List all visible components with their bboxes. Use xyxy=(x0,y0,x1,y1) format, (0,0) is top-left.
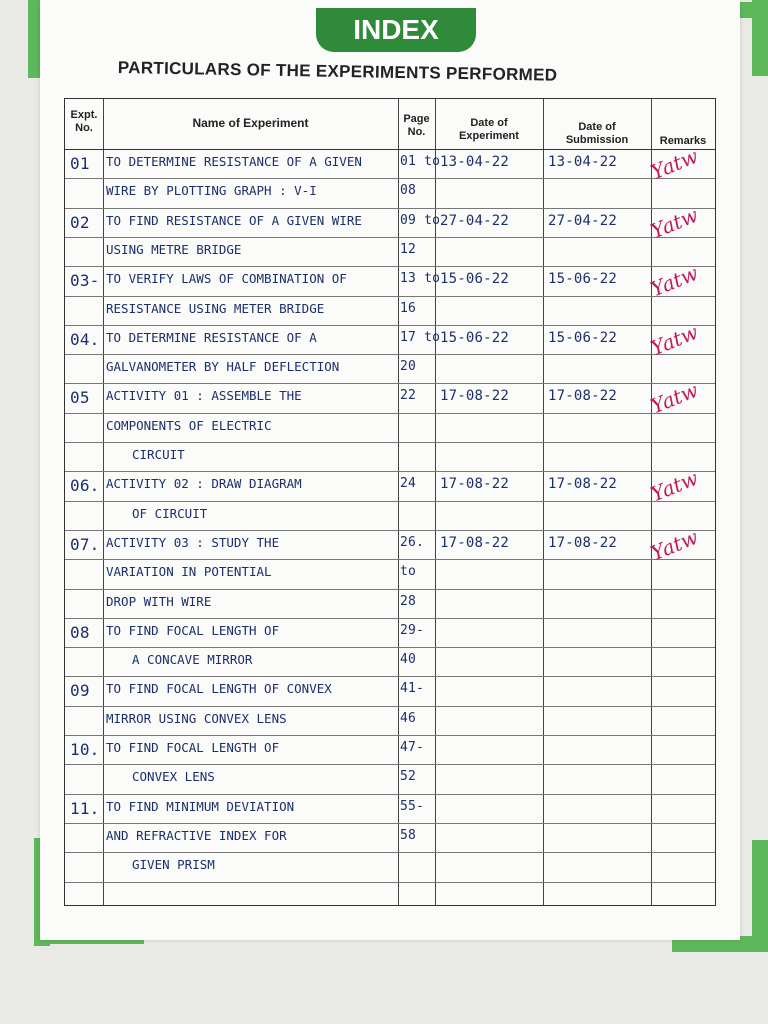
experiment-name-line: CONVEX LENS xyxy=(132,769,215,785)
ruled-line xyxy=(65,823,715,824)
ruled-line xyxy=(65,882,715,883)
ruled-line xyxy=(65,325,715,326)
header-date-submission: Date of Submission xyxy=(565,121,629,146)
teacher-signature: Yatw xyxy=(647,260,702,302)
ruled-line xyxy=(65,442,715,443)
page-number: 09 to xyxy=(400,212,441,228)
experiment-name-line: TO FIND FOCAL LENGTH OF xyxy=(106,740,280,755)
green-corner-bottom-right xyxy=(752,840,768,950)
ruled-line xyxy=(65,559,715,560)
ruled-line xyxy=(65,530,715,531)
page-number: 40 xyxy=(400,652,417,668)
date-of-experiment: 17-08-22 xyxy=(440,388,510,405)
page-number: 29- xyxy=(400,622,425,638)
experiment-name-line: CIRCUIT xyxy=(132,447,185,462)
page-number: 26. xyxy=(400,534,425,550)
header-page-no: Page No. xyxy=(403,113,430,138)
experiment-name-line: A CONCAVE MIRROR xyxy=(132,652,253,668)
page-number: 13 to xyxy=(400,271,441,287)
date-of-experiment: 15-06-22 xyxy=(440,329,510,346)
experiment-name-line: TO DETERMINE RESISTANCE OF A GIVEN xyxy=(106,154,362,169)
experiment-name-line: RESISTANCE USING METER BRIDGE xyxy=(106,300,325,316)
header-name: Name of Experiment xyxy=(192,116,309,130)
ruled-line xyxy=(65,852,715,853)
experiment-number: 11. xyxy=(70,798,100,818)
experiment-number: 07. xyxy=(70,534,100,554)
header-remarks: Remarks xyxy=(659,135,707,147)
teacher-signature: Yatw xyxy=(647,202,702,243)
date-of-experiment: 13-04-22 xyxy=(440,154,510,170)
experiment-name-line: WIRE BY PLOTTING GRAPH : V-I xyxy=(106,183,317,199)
page-number: 41- xyxy=(400,681,425,697)
page-number: 20 xyxy=(400,359,417,375)
ruled-line xyxy=(65,383,715,384)
page-number: 17 to xyxy=(400,329,441,345)
experiment-name-line: TO FIND RESISTANCE OF A GIVEN WIRE xyxy=(106,212,362,228)
ruled-line xyxy=(65,296,715,297)
column-divider xyxy=(103,99,104,905)
experiment-name-line: ACTIVITY 01 : ASSEMBLE THE xyxy=(106,388,302,404)
experiment-number: 06. xyxy=(70,476,100,496)
teacher-signature: Yatw xyxy=(647,319,702,361)
index-badge: INDEX xyxy=(316,8,476,52)
ruled-line xyxy=(65,794,715,795)
teacher-signature: Yatw xyxy=(647,378,702,419)
ruled-line xyxy=(65,237,715,238)
experiment-number: 02 xyxy=(70,212,90,232)
experiment-number: 08 xyxy=(70,622,90,642)
ruled-line xyxy=(65,706,715,707)
column-divider xyxy=(398,99,399,905)
date-of-submission: 17-08-22 xyxy=(548,534,618,551)
experiment-name-line: TO DETERMINE RESISTANCE OF A xyxy=(106,329,317,345)
page-number: 58 xyxy=(400,827,417,843)
experiment-name-line: TO FIND FOCAL LENGTH OF xyxy=(106,622,280,638)
page-heading: PARTICULARS OF THE EXPERIMENTS PERFORMED xyxy=(117,58,558,85)
experiment-name-line: AND REFRACTIVE INDEX FOR xyxy=(106,827,287,843)
experiment-name-line: COMPONENTS OF ELECTRIC xyxy=(106,417,272,433)
ruled-line xyxy=(65,676,715,677)
ruled-line xyxy=(65,178,715,179)
date-of-submission: 15-06-22 xyxy=(548,329,618,346)
ruled-line xyxy=(65,618,715,619)
page-number: 12 xyxy=(400,241,417,257)
experiment-name-line: ACTIVITY 03 : STUDY THE xyxy=(106,534,280,550)
ruled-line xyxy=(65,501,715,502)
page-number: 22 xyxy=(400,388,417,404)
date-of-experiment: 15-06-22 xyxy=(440,271,510,288)
experiment-number: 10. xyxy=(70,740,100,759)
column-divider xyxy=(543,99,544,905)
experiment-name-line: GALVANOMETER BY HALF DEFLECTION xyxy=(106,359,340,375)
page-number: 55- xyxy=(400,798,425,814)
page-number: 52 xyxy=(400,769,417,785)
header-divider xyxy=(65,149,715,150)
experiment-number: 01 xyxy=(70,154,90,173)
date-of-submission: 15-06-22 xyxy=(548,271,618,288)
experiment-name-line: GIVEN PRISM xyxy=(132,857,215,873)
ruled-line xyxy=(65,764,715,765)
ruled-line xyxy=(65,413,715,414)
experiment-name-line: OF CIRCUIT xyxy=(132,505,208,521)
ruled-line xyxy=(65,471,715,472)
date-of-experiment: 17-08-22 xyxy=(440,534,510,551)
ruled-line xyxy=(65,589,715,590)
page-number: 08 xyxy=(400,183,417,199)
date-of-experiment: 27-04-22 xyxy=(440,212,510,229)
page-number: 28 xyxy=(400,593,417,609)
experiment-name-line: TO VERIFY LAWS OF COMBINATION OF xyxy=(106,271,347,287)
ruled-line xyxy=(65,354,715,355)
teacher-signature: Yatw xyxy=(647,143,702,185)
header-expt-no: Expt. No. xyxy=(70,109,98,134)
experiment-name-line: ACTIVITY 02 : DRAW DIAGRAM xyxy=(106,476,302,492)
experiment-name-line: TO FIND MINIMUM DEVIATION xyxy=(106,798,295,814)
ruled-line xyxy=(65,266,715,267)
experiment-number: 03- xyxy=(70,271,100,291)
experiment-number: 09 xyxy=(70,681,90,701)
teacher-signature: Yatw xyxy=(647,524,702,566)
experiment-name-line: VARIATION IN POTENTIAL xyxy=(106,564,272,580)
page-number: 24 xyxy=(400,476,417,492)
ruled-line xyxy=(65,735,715,736)
experiment-name-line: USING METRE BRIDGE xyxy=(106,241,242,257)
ruled-line xyxy=(65,208,715,209)
date-of-submission: 17-08-22 xyxy=(548,388,618,405)
ruled-line xyxy=(65,647,715,648)
header-date-experiment: Date of Experiment xyxy=(459,117,519,142)
page-number: 46 xyxy=(400,710,417,726)
experiment-name-line: DROP WITH WIRE xyxy=(106,593,212,609)
page-number: to xyxy=(400,564,417,580)
date-of-submission: 17-08-22 xyxy=(548,476,618,493)
experiment-name-line: MIRROR USING CONVEX LENS xyxy=(106,710,287,726)
experiment-number: 05 xyxy=(70,388,90,408)
date-of-submission: 27-04-22 xyxy=(548,212,618,229)
teacher-signature: Yatw xyxy=(647,466,702,507)
green-corner-right xyxy=(752,0,768,76)
page-number: 01 to xyxy=(400,154,441,169)
page-number: 16 xyxy=(400,300,417,316)
page-number: 47- xyxy=(400,740,425,755)
date-of-submission: 13-04-22 xyxy=(548,154,618,170)
date-of-experiment: 17-08-22 xyxy=(440,476,510,493)
experiment-number: 04. xyxy=(70,329,100,349)
experiment-name-line: TO FIND FOCAL LENGTH OF CONVEX xyxy=(106,681,332,697)
